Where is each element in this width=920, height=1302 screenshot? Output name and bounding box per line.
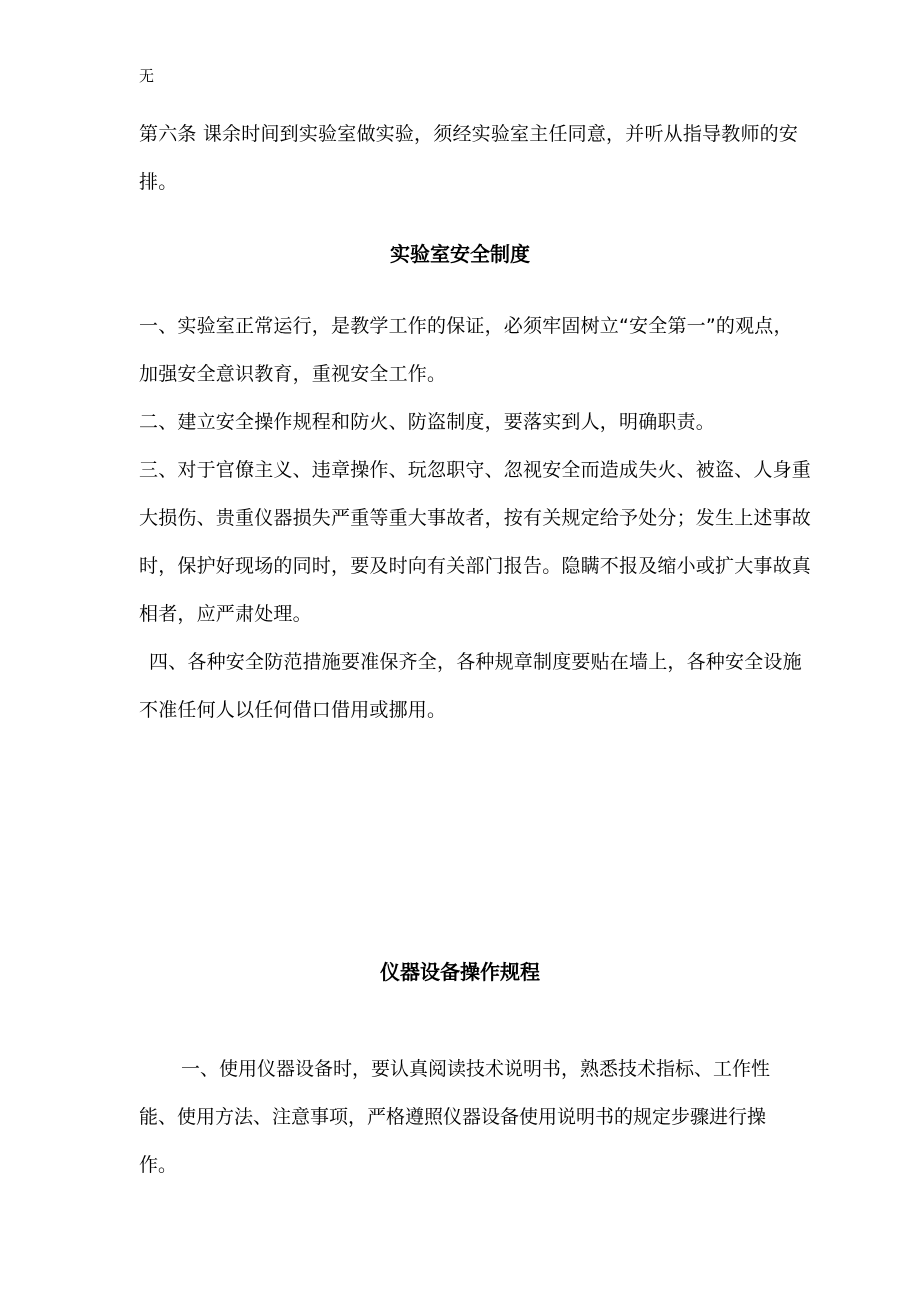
safety-item-4: 四、各种安全防范措施要准保齐全，各种规章制度要贴在墙上，各种安全设施不准任何人以任何借口借用或挪用。 xyxy=(139,651,802,721)
safety-item-2: 二、建立安全操作规程和防火、防盗制度，要落实到人，明确职责。 xyxy=(139,411,716,433)
equipment-rules-title: 仪器设备操作规程 xyxy=(380,960,540,984)
equipment-item-1: 一、使用仪器设备时，要认真阅读技术说明书，熟悉技术指标、工作性能、使用方法、注意事项，严格遵照仪器设备使用说明书的规定步骤进行操作。 xyxy=(139,1058,771,1176)
safety-item-1: 一、实验室正常运行，是教学工作的保证，必须牢固树立“安全第一”的观点，加强安全意识教育，重视安全工作。 xyxy=(139,315,793,385)
safety-rules-title: 实验室安全制度 xyxy=(390,242,530,266)
article-6-paragraph: 第六条 课余时间到实验室做实验，须经实验室主任同意，并听从指导教师的安排。 xyxy=(139,123,799,193)
header-mark: 无 xyxy=(139,67,155,85)
safety-item-3: 三、对于官僚主义、违章操作、玩忽职守、忽视安全而造成失火、被盗、人身重大损伤、贵重仪器损失严重等重大事故者，按有关规定给予处分；发生上述事故时，保护好现场的同时，要及时向有关部门报告。隐瞒不报及缩小或扩大事故真相者，应严肃处理。 xyxy=(139,459,812,625)
